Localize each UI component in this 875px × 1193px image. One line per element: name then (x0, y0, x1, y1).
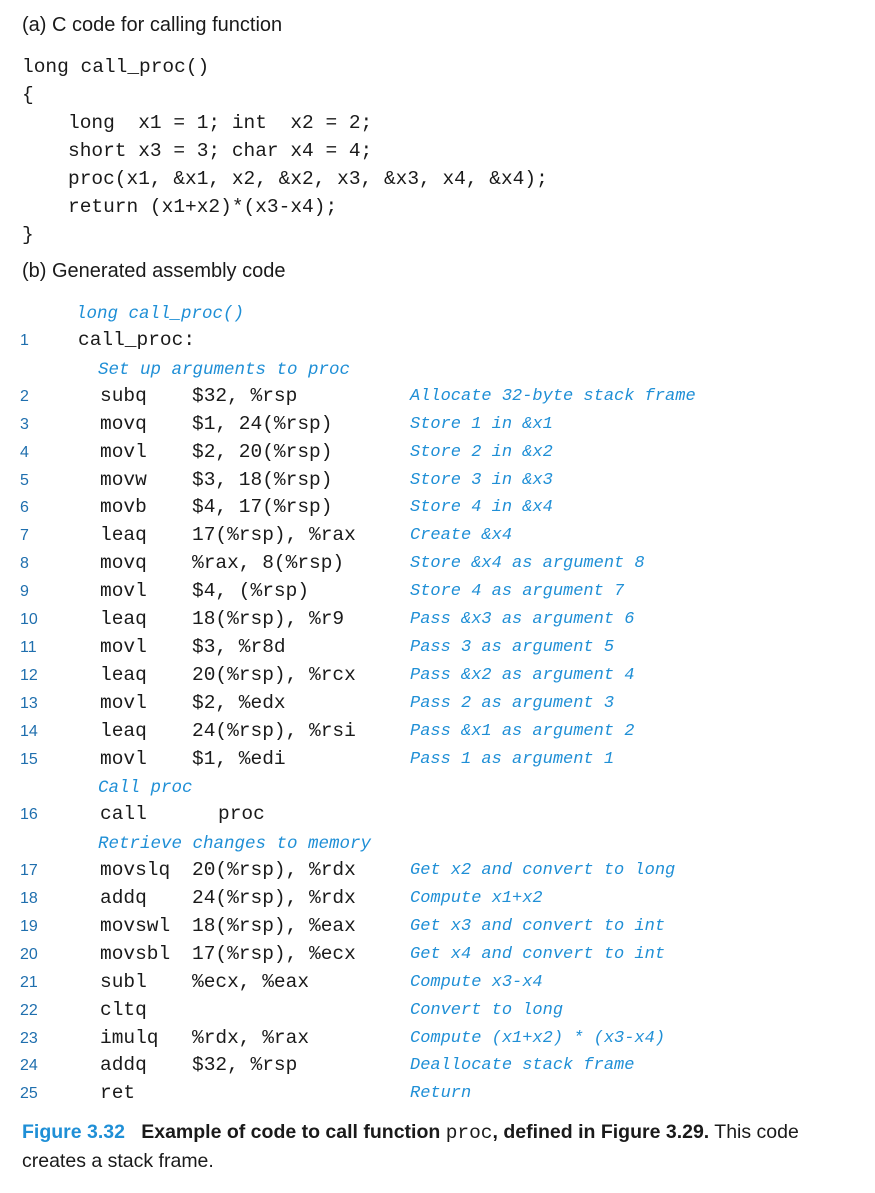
assembly-line (0, 579, 875, 607)
line-number: 4 (20, 443, 29, 461)
assembly-comment: Store 4 in &x4 (410, 498, 553, 518)
instruction: movslq (100, 859, 171, 882)
operands: 17(%rsp), %ecx (192, 942, 356, 965)
assembly-line (0, 691, 875, 719)
assembly-section-heading: Set up arguments to proc (98, 359, 351, 380)
line-number: 10 (20, 611, 38, 628)
line-number: 2 (20, 387, 29, 405)
operands: $3, 18(%rsp) (192, 468, 333, 491)
line-number: 19 (20, 917, 38, 935)
c-code-line: long call_proc() (22, 56, 210, 78)
assembly-line (0, 1026, 875, 1054)
assembly-comment: Get x4 and convert to int (410, 944, 666, 964)
line-number: 17 (20, 862, 38, 880)
assembly-comment: Create &x4 (410, 526, 513, 546)
caption-code: proc (445, 1122, 493, 1144)
line-number: 1 (20, 332, 29, 349)
assembly-line (0, 802, 875, 830)
assembly-comment: Get x3 and convert to int (410, 916, 666, 936)
assembly-line (0, 663, 875, 691)
assembly-comment: Store 1 in &x1 (410, 414, 553, 434)
assembly-line (0, 747, 875, 775)
assembly-comment: Pass &x1 as argument 2 (410, 721, 635, 741)
assembly-line (0, 970, 875, 998)
assembly-comment: Store 4 as argument 7 (410, 582, 625, 602)
assembly-comment: Allocate 32-byte stack frame (410, 386, 696, 406)
operands: 20(%rsp), %rcx (192, 663, 356, 686)
line-number: 23 (20, 1029, 38, 1047)
assembly-line (0, 384, 875, 412)
instruction: movq (100, 552, 147, 575)
instruction: subl (100, 970, 147, 993)
instruction: addq (100, 1054, 147, 1077)
instruction: leaq (100, 663, 147, 686)
caption-title-end: , defined in Figure 3.29. (492, 1121, 710, 1143)
caption-title-start: Example of code to call function (141, 1121, 446, 1143)
line-number: 21 (20, 973, 38, 991)
assembly-line (0, 412, 875, 440)
instruction: cltq (100, 998, 147, 1021)
figure-number: Figure 3.32 (22, 1121, 125, 1143)
instruction: movl (100, 691, 147, 714)
assembly-comment: Pass &x2 as argument 4 (410, 665, 635, 685)
assembly-section-heading: Retrieve changes to memory (98, 834, 372, 855)
assembly-comment: Store &x4 as argument 8 (410, 554, 645, 574)
operands: %rax, 8(%rsp) (192, 552, 345, 575)
assembly-comment: Pass 3 as argument 5 (410, 637, 615, 657)
assembly-line (0, 468, 875, 496)
assembly-comment: Pass 1 as argument 1 (410, 749, 615, 769)
assembly-comment: Deallocate stack frame (410, 1056, 635, 1076)
instruction: movb (100, 496, 147, 519)
assembly-line (0, 719, 875, 747)
instruction: movw (100, 468, 147, 491)
instruction: leaq (100, 524, 147, 547)
assembly-line (0, 942, 875, 970)
assembly-line (0, 914, 875, 942)
line-number: 8 (20, 555, 29, 573)
operands: 20(%rsp), %rdx (192, 859, 356, 882)
instruction: imulq (100, 1026, 159, 1049)
instruction: leaq (100, 608, 147, 630)
instruction: ret (100, 1082, 136, 1105)
line-number: 15 (20, 750, 38, 768)
c-code-line: } (22, 224, 34, 246)
assembly-line (0, 635, 875, 663)
line-number: 7 (20, 527, 29, 545)
instruction: leaq (100, 719, 147, 742)
operands: 17(%rsp), %rax (192, 524, 356, 547)
assembly-comment: Convert to long (410, 1000, 564, 1020)
operands: $1, %edi (192, 747, 286, 770)
assembly-section-heading: Call proc (98, 778, 193, 799)
line-number: 14 (20, 722, 38, 740)
operands: $3, %r8d (192, 635, 286, 658)
operands: $4, 17(%rsp) (192, 496, 333, 519)
c-code-line: proc(x1, &x1, x2, &x2, x3, &x3, x4, &x4); (68, 168, 548, 190)
assembly-line (0, 1053, 875, 1081)
line-number: 20 (20, 945, 38, 963)
assembly-comment: Compute x1+x2 (410, 889, 543, 908)
caption-text: This code creates a stack frame. (22, 1121, 799, 1172)
assembly-comment: Get x2 and convert to long (410, 861, 676, 881)
instruction: call (100, 803, 147, 826)
line-number: 3 (20, 415, 29, 433)
operands: $2, 20(%rsp) (192, 440, 333, 463)
line-number: 22 (20, 1001, 38, 1019)
instruction: subq (100, 384, 147, 407)
assembly-comment: Compute x3-x4 (410, 972, 543, 992)
line-number: 9 (20, 583, 29, 601)
assembly-line (0, 551, 875, 579)
assembly-line (0, 495, 875, 523)
c-code-line: long x1 = 1; int x2 = 2; (68, 112, 373, 134)
instruction: movl (100, 635, 147, 658)
assembly-comment: Return (410, 1084, 472, 1104)
assembly-line (0, 440, 875, 468)
operands: $32, %rsp (192, 1054, 298, 1077)
operands: $4, (%rsp) (192, 580, 310, 603)
line-number: 12 (20, 666, 38, 684)
part-b-label: (b) Generated assembly code (22, 260, 286, 282)
assembly-comment: Pass &x3 as argument 6 (410, 610, 635, 629)
assembly-comment: Pass 2 as argument 3 (410, 693, 615, 713)
line-number: 24 (20, 1057, 38, 1075)
part-a-label: (a) C code for calling function (22, 14, 283, 36)
assembly-line (0, 607, 875, 635)
operands: proc (218, 803, 265, 826)
assembly-line (0, 886, 875, 914)
instruction: movl (100, 440, 147, 463)
instruction: call_proc: (78, 329, 196, 351)
assembly-comment: Store 2 in &x2 (410, 442, 553, 462)
line-number: 13 (20, 694, 38, 712)
operands: 24(%rsp), %rsi (192, 719, 356, 742)
assembly-comment: Compute (x1+x2) * (x3-x4) (410, 1028, 666, 1048)
instruction: movq (100, 412, 147, 435)
operands: 18(%rsp), %eax (192, 914, 356, 937)
instruction: movswl (100, 914, 171, 937)
line-number: 25 (20, 1085, 38, 1103)
operands: 24(%rsp), %rdx (192, 887, 356, 909)
assembly-function-header: long call_proc() (76, 304, 245, 324)
assembly-line (0, 1081, 875, 1109)
instruction: movsbl (100, 942, 171, 965)
instruction: movl (100, 580, 147, 603)
c-code-line: short x3 = 3; char x4 = 4; (68, 140, 373, 162)
assembly-line (0, 998, 875, 1026)
operands: $2, %edx (192, 691, 286, 714)
operands: %rdx, %rax (192, 1026, 310, 1049)
c-code-line: { (22, 84, 34, 106)
c-code-line: return (x1+x2)*(x3-x4); (68, 196, 338, 218)
instruction: addq (100, 887, 147, 909)
figure-caption (22, 1118, 852, 1175)
operands: 18(%rsp), %r9 (192, 608, 345, 630)
assembly-line (0, 858, 875, 886)
line-number: 6 (20, 499, 29, 517)
instruction: movl (100, 747, 147, 770)
operands: %ecx, %eax (192, 970, 310, 993)
line-number: 18 (20, 890, 38, 907)
line-number: 5 (20, 471, 29, 489)
assembly-comment: Store 3 in &x3 (410, 470, 553, 490)
operands: $1, 24(%rsp) (192, 412, 333, 435)
line-number: 16 (20, 806, 38, 824)
line-number: 11 (20, 638, 37, 656)
assembly-line (0, 523, 875, 551)
assembly-line (0, 328, 875, 356)
operands: $32, %rsp (192, 384, 298, 407)
